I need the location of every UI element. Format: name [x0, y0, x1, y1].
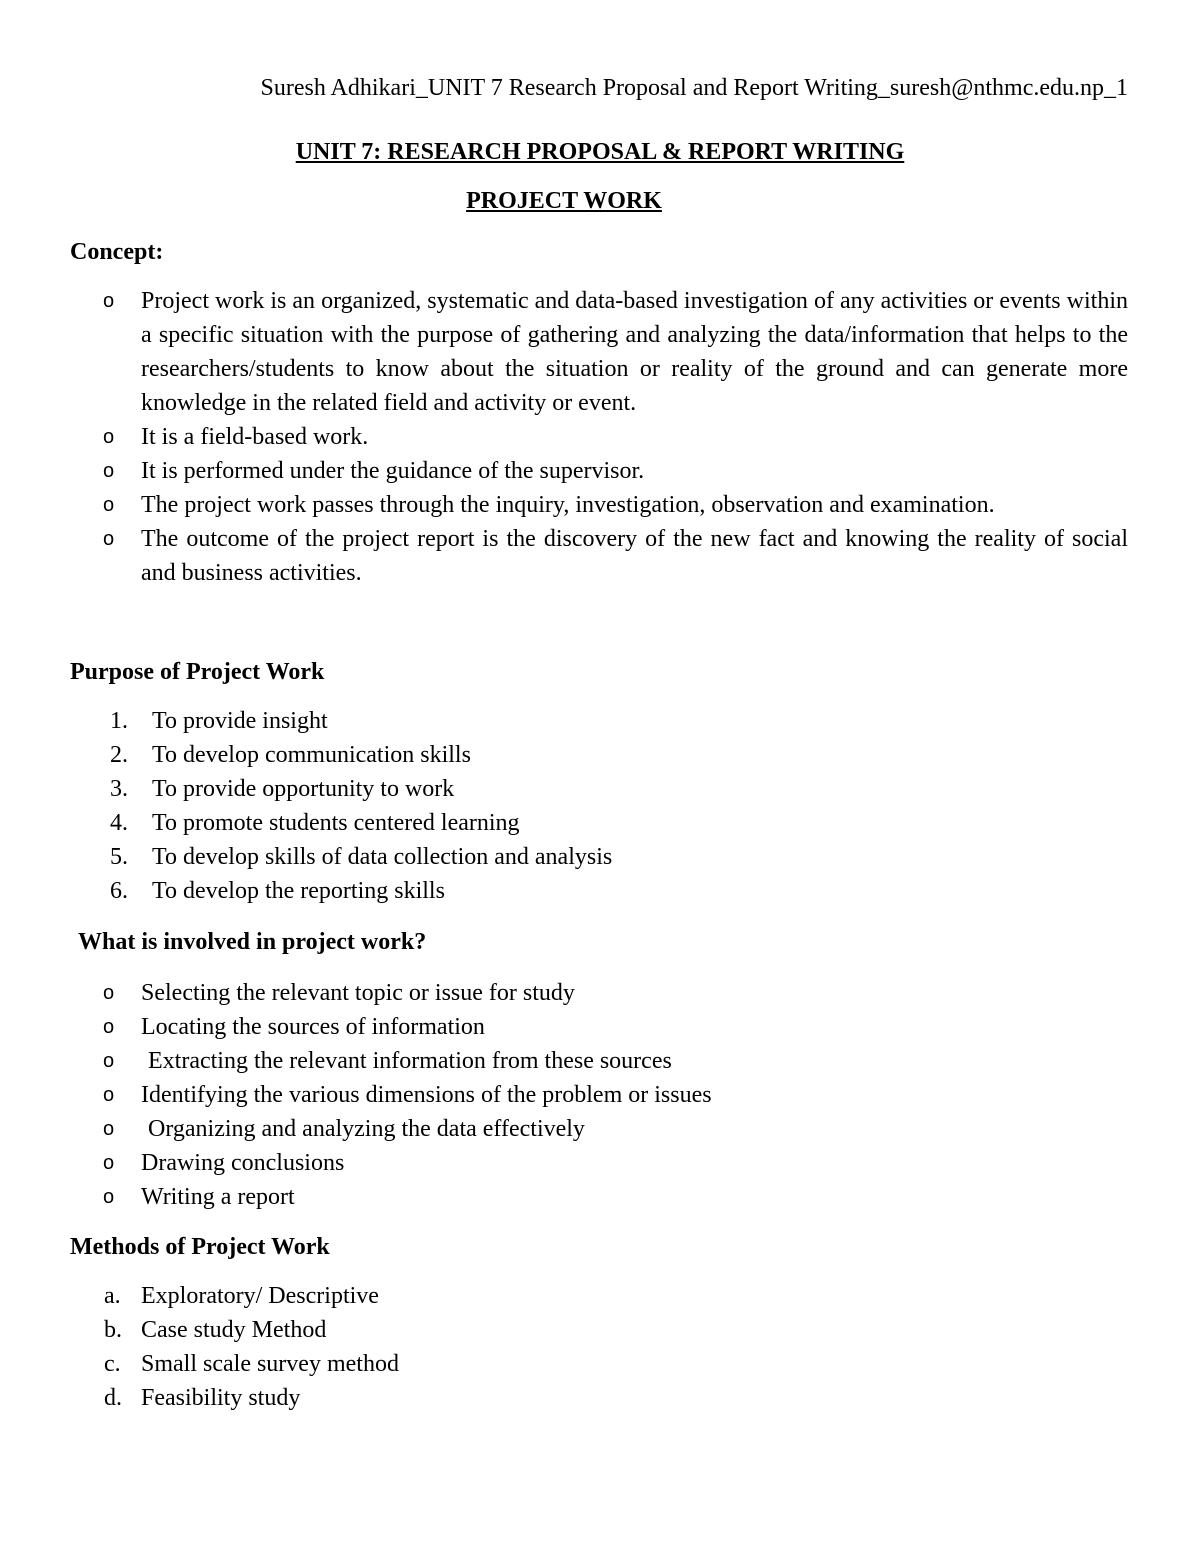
list-item	[0, 1044, 1200, 1078]
list-item-text: Project work is an organized, systematic and data-based investigation of any activities or events within a specific situation with the purpose of gathering and analyzing the data/information that helps to the researchers/students to know about the situation or reality of the ground and can generate more knowledge in the related field and activity or event.	[141, 288, 1128, 416]
bullet-marker: o	[103, 528, 115, 550]
list-item-text: Drawing conclusions	[141, 1150, 345, 1176]
list-item-text: To develop the reporting skills	[152, 878, 445, 904]
number-marker: 1.	[110, 708, 128, 734]
list-item-text: To provide opportunity to work	[152, 776, 455, 802]
list-item	[0, 1146, 1200, 1180]
list-item-text: Writing a report	[141, 1184, 295, 1210]
list-item	[0, 488, 1200, 522]
purpose-heading: Purpose of Project Work	[70, 659, 325, 685]
list-item	[0, 420, 1200, 454]
list-item-text: Feasibility study	[141, 1385, 301, 1411]
bullet-marker: o	[103, 494, 115, 516]
list-item	[0, 1010, 1200, 1044]
bullet-marker: o	[103, 460, 115, 482]
involved-list	[0, 976, 1200, 1214]
number-marker: 6.	[110, 878, 128, 904]
list-item	[0, 1347, 1200, 1381]
list-item-text: Locating the sources of information	[141, 1014, 485, 1040]
letter-marker: a.	[104, 1283, 121, 1309]
list-item	[0, 738, 1200, 772]
purpose-list	[0, 704, 1200, 908]
list-item-text: Extracting the relevant information from these sources	[148, 1048, 672, 1074]
list-item-text: It is a field-based work.	[141, 424, 369, 450]
involved-heading: What is involved in project work?	[78, 929, 427, 955]
list-item	[0, 1279, 1200, 1313]
list-item-text: To provide insight	[152, 708, 328, 734]
bullet-marker: o	[103, 1118, 115, 1140]
bullet-marker: o	[103, 1084, 115, 1106]
methods-list	[0, 1279, 1200, 1415]
bullet-marker: o	[103, 1016, 115, 1038]
list-item-text: To develop skills of data collection and analysis	[152, 844, 613, 870]
letter-marker: d.	[104, 1385, 122, 1411]
bullet-marker: o	[103, 1186, 115, 1208]
list-item-text: Case study Method	[141, 1317, 327, 1343]
concept-heading: Concept:	[70, 239, 164, 265]
number-marker: 3.	[110, 776, 128, 802]
list-item-text: To develop communication skills	[152, 742, 471, 768]
bullet-marker: o	[103, 1152, 115, 1174]
number-marker: 2.	[110, 742, 128, 768]
list-item	[0, 840, 1200, 874]
list-item-text: To promote students centered learning	[152, 810, 520, 836]
list-item	[0, 704, 1200, 738]
list-item	[0, 874, 1200, 908]
list-item	[0, 1078, 1200, 1112]
bullet-marker: o	[103, 290, 115, 312]
list-item	[0, 976, 1200, 1010]
list-item-text: Exploratory/ Descriptive	[141, 1283, 379, 1309]
list-item-text: The project work passes through the inquiry, investigation, observation and examination.	[141, 492, 995, 518]
project-title: PROJECT WORK	[466, 188, 662, 214]
list-item-text: Organizing and analyzing the data effectively	[148, 1116, 585, 1142]
unit-title: UNIT 7: RESEARCH PROPOSAL & REPORT WRITING	[295, 139, 905, 165]
bullet-marker: o	[103, 1050, 115, 1072]
list-item	[0, 522, 1200, 590]
methods-heading: Methods of Project Work	[70, 1234, 330, 1260]
concept-list	[0, 284, 1200, 590]
bullet-marker: o	[103, 982, 115, 1004]
list-item-text: It is performed under the guidance of the supervisor.	[141, 458, 645, 484]
list-item	[0, 1313, 1200, 1347]
list-item-text: Small scale survey method	[141, 1351, 399, 1377]
list-item	[0, 454, 1200, 488]
list-item	[0, 772, 1200, 806]
bullet-marker: o	[103, 426, 115, 448]
list-item-text: Identifying the various dimensions of the problem or issues	[141, 1082, 712, 1108]
number-marker: 4.	[110, 810, 128, 836]
list-item	[0, 1112, 1200, 1146]
list-item	[0, 806, 1200, 840]
list-item	[0, 1381, 1200, 1415]
running-header: Suresh Adhikari_UNIT 7 Research Proposal and Report Writing_suresh@nthmc.edu.np_1	[260, 75, 1128, 101]
letter-marker: c.	[104, 1351, 121, 1377]
letter-marker: b.	[104, 1317, 122, 1343]
list-item	[0, 1180, 1200, 1214]
number-marker: 5.	[110, 844, 128, 870]
list-item-text: The outcome of the project report is the discovery of the new fact and knowing the reality of social and business activities.	[141, 526, 1128, 586]
list-item-text: Selecting the relevant topic or issue for study	[141, 980, 575, 1006]
list-item	[0, 284, 1200, 420]
